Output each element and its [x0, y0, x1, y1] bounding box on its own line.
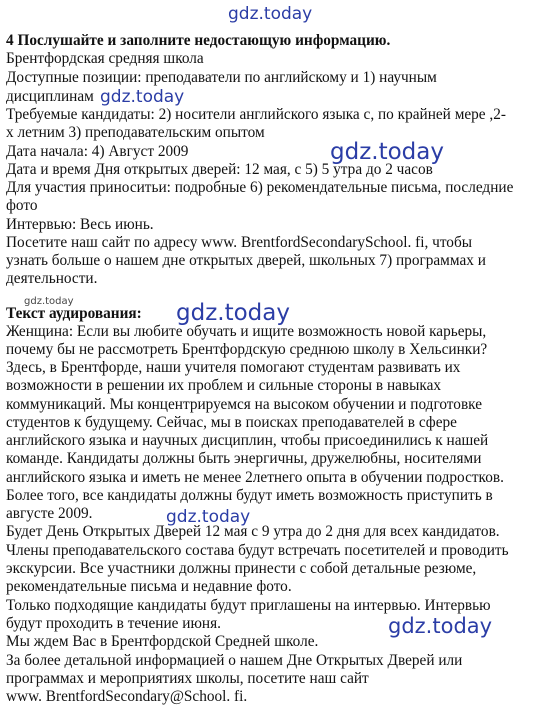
- task-line: Требуемые кандидаты: 2) носители английского языка с, по крайней мере ,2-: [6, 106, 506, 123]
- audio-line: почему бы не рассмотреть Брентфордскую среднюю школу в Хельсинки?: [6, 341, 488, 358]
- audio-line: команде. Кандидаты должны быть энергичны, дружелюбны, носителями: [6, 450, 482, 467]
- audio-line: августе 2009.: [6, 505, 93, 522]
- audio-line: английского языка и иметь не менее 2летнего опыта в обучении подростков.: [6, 469, 504, 486]
- task-line: Интервью: Весь июнь.: [6, 216, 154, 233]
- audio-heading: Текст аудирования:: [6, 305, 142, 322]
- audio-line: возможности в решении их проблем и сильные стороны в навыках: [6, 377, 442, 394]
- task-line: дисциплинам: [6, 88, 94, 105]
- task-line: Дата начала: 4) Август 2009: [6, 143, 189, 160]
- watermark: gdz.today: [388, 614, 493, 638]
- task-line: х летним 3) преподавательским опытом: [6, 124, 265, 141]
- task-line: Доступные позиции: преподаватели по английскому и 1) научным: [6, 69, 437, 86]
- audio-line: Женщина: Если вы любите обучать и ищите возможность новой карьеры,: [6, 323, 487, 340]
- audio-line: Здесь, в Брентфорде, наши учителя помогают студентам развивать их: [6, 359, 461, 376]
- task-line: Брентфордская средняя школа: [6, 50, 204, 67]
- task-line: фото: [6, 197, 38, 214]
- watermark: gdz.today: [330, 139, 444, 165]
- watermark: gdz.today: [100, 87, 185, 107]
- audio-line: Будет День Открытых Дверей 12 мая с 9 утра до 2 дня для всех кандидатов.: [6, 523, 500, 540]
- watermark: gdz.today: [166, 507, 251, 527]
- task-line: Дата и время Дня открытых дверей: 12 мая, с 5) 5 утра до 2 часов: [6, 161, 433, 178]
- audio-line: коммуникаций. Мы концентрируемся на высоком обучении и подготовке: [6, 396, 483, 413]
- audio-line: Только подходящие кандидаты будут приглашены на интервью. Интервью: [6, 597, 491, 614]
- watermark: gdz.today: [24, 296, 74, 307]
- audio-line: экскурсии. Все участники должны принести с собой детальные резюме,: [6, 560, 477, 577]
- task-line: узнать больше о нашем дне открытых дверей, школьных 7) программах и: [6, 252, 486, 269]
- audio-line: Более того, все кандидаты должны будут иметь возможность приступить в: [6, 487, 493, 504]
- task-line: Посетите наш сайт по адресу www. BrentfordSecondarySchool. fi, чтобы: [6, 234, 473, 251]
- audio-line: студентов к будущему. Сейчас, мы в поисках преподавателей в сфере: [6, 414, 457, 431]
- task-line: Для участия приноситьи: подробные 6) рекомендательные письма, последние: [6, 179, 514, 196]
- watermark: gdz.today: [228, 4, 313, 24]
- audio-line: Мы ждем Вас в Брентфордской Средней школе.: [6, 633, 319, 650]
- task-line: деятельности.: [6, 270, 98, 287]
- audio-line: рекомендательные письма и недавние фото.: [6, 578, 292, 595]
- task-title: 4 Послушайте и заполните недостающую информацию.: [6, 32, 391, 49]
- audio-line: английского языка и научных дисциплин, чтобы присоединились к нашей: [6, 432, 489, 449]
- audio-line: www. BrentfordSecondary@School. fi.: [6, 688, 248, 705]
- audio-line: Члены преподавательского состава будут встречать посетителей и проводить: [6, 542, 509, 559]
- watermark: gdz.today: [176, 300, 290, 326]
- audio-line: будут проходить в течение июня.: [6, 615, 221, 632]
- audio-line: программах и мероприятиях школы, посетите наш сайт: [6, 670, 369, 687]
- audio-line: За более детальной информацией о нашем Дне Открытых Дверей или: [6, 652, 463, 669]
